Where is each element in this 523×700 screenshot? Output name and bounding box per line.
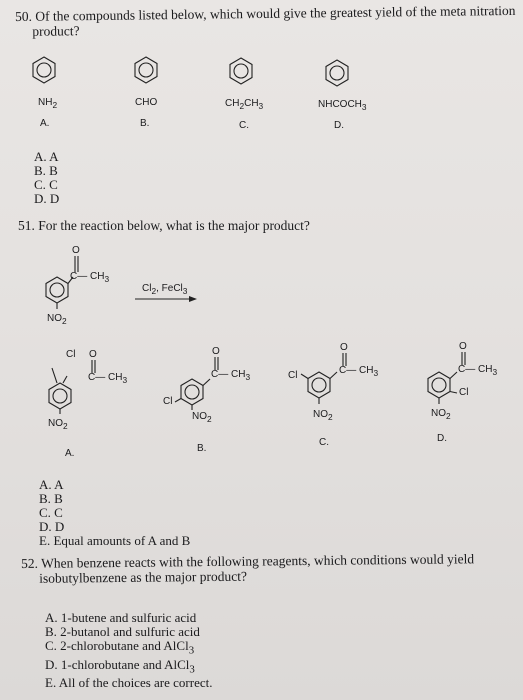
question-52-text	[21, 551, 474, 586]
product-b-acyl: C— $CH_3$	[211, 369, 251, 382]
reactant-ring	[45, 276, 69, 304]
question-51-text	[18, 218, 310, 233]
reagent-label: $Cl_2$, FeCl$_3$	[142, 283, 188, 296]
product-d-oxygen: O	[459, 341, 467, 352]
question-number: 51.	[18, 218, 35, 233]
question-prompt-line2: isobutylbenzene as the major product?	[39, 568, 247, 586]
product-b-letter: B.	[197, 443, 207, 454]
product-a-chlorine: Cl	[66, 349, 76, 360]
q52-option-d[interactable]: D. 1-chlorobutane and AlCl$_3$	[45, 656, 195, 676]
question-prompt-line1: When benzene reacts with the following reagents, which conditions would yield	[41, 551, 475, 571]
q52-option-b[interactable]: B. 2-butanol and sulfuric acid	[45, 624, 200, 639]
compound-c-letter: C.	[239, 120, 249, 131]
q52-option-c[interactable]: C. 2-chlorobutane and AlCl$_3$	[45, 638, 195, 657]
product-b-chlorine: Cl	[163, 396, 173, 407]
compound-c-substituent: $CH_2CH_3$	[225, 98, 264, 111]
product-a-oxygen: O	[89, 349, 97, 360]
product-a-acyl: C— $CH_3$	[88, 372, 128, 385]
compound-b-substituent: CHO	[135, 97, 158, 108]
q51-option-b[interactable]: B. B	[39, 491, 63, 506]
question-50-text	[15, 3, 516, 39]
q50-option-a[interactable]: A. A	[34, 149, 59, 164]
product-b-structure	[180, 378, 204, 406]
compound-d-letter: D.	[334, 120, 344, 131]
compound-a-substituent: $NH_2$	[38, 97, 58, 110]
compound-d-structure	[325, 59, 349, 87]
question-number: 50.	[15, 8, 33, 24]
compound-d-substituent: $NHCOCH_3$	[318, 99, 367, 112]
reactant-nitro-group: $NO_2$	[47, 313, 67, 326]
compound-a-structure	[32, 56, 56, 84]
compound-a-letter: A.	[40, 118, 50, 129]
q51-option-a[interactable]: A. A	[39, 477, 64, 492]
q52-option-e[interactable]: E. All of the choices are correct.	[45, 675, 213, 691]
product-d-letter: D.	[437, 433, 447, 444]
q51-option-c[interactable]: C. C	[39, 505, 63, 520]
reaction-arrow	[135, 295, 197, 303]
product-c-structure	[307, 371, 331, 399]
product-c-nitro: $NO_2$	[313, 409, 333, 422]
product-c-oxygen: O	[340, 342, 348, 353]
q50-answer-options	[34, 150, 59, 206]
product-d-structure	[427, 371, 451, 399]
product-c-acyl: C— $CH_3$	[339, 365, 379, 378]
question-prompt: For the reaction below, what is the major product?	[38, 218, 310, 233]
q52-option-a[interactable]: A. 1-butene and sulfuric acid	[45, 610, 197, 625]
product-d-acyl: C— $CH_3$	[458, 364, 498, 377]
q51-answer-options	[39, 478, 190, 548]
product-a-nitro: $NO_2$	[48, 418, 68, 431]
question-number: 52.	[21, 555, 39, 571]
product-c-letter: C.	[319, 437, 329, 448]
product-d-nitro: $NO_2$	[431, 408, 451, 421]
q52-answer-options	[45, 611, 212, 690]
compound-b-structure	[134, 56, 158, 84]
product-b-oxygen: O	[212, 346, 220, 357]
product-a-structure	[48, 382, 72, 410]
compound-b-letter: B.	[140, 118, 150, 129]
question-prompt-line2: product?	[32, 23, 80, 39]
q50-option-b[interactable]: B. B	[34, 163, 58, 178]
product-b-nitro: $NO_2$	[192, 411, 212, 424]
question-prompt-line1: Of the compounds listed below, which would give the greatest yield of the meta nitration	[35, 2, 516, 24]
product-a-letter: A.	[65, 448, 75, 459]
q51-option-e[interactable]: E. Equal amounts of A and B	[39, 533, 191, 548]
compound-c-structure	[229, 57, 253, 85]
reactant-carbonyl-oxygen: O	[72, 245, 80, 256]
q50-option-c[interactable]: C. C	[34, 177, 58, 192]
product-d-chlorine: Cl	[459, 387, 469, 398]
q50-option-d[interactable]: D. D	[34, 191, 60, 206]
product-c-chlorine: Cl	[288, 370, 298, 381]
reactant-acyl-group: C— $CH_3$	[70, 271, 110, 284]
q51-option-d[interactable]: D. D	[39, 519, 65, 534]
